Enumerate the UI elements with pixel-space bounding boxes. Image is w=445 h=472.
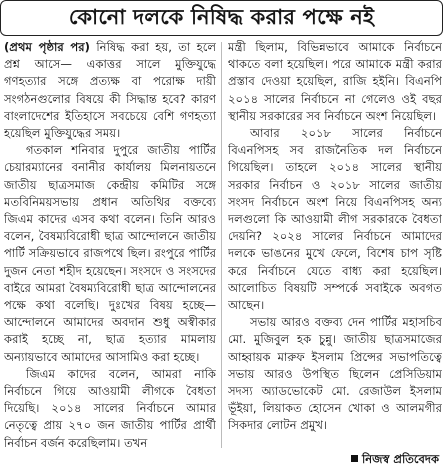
right-column <box>228 39 442 467</box>
paragraph-6: সভায় আরও বক্তব্য দেন পার্টির মহাসচিব মো. মুজিবুল হক চুন্নু। জাতীয় ছাত্রসমাজের আহ্বায়ক মারুফ ইসলাম প্রিন্সের সভাপতিত্বে সভায় আরও উপস্থিত ছিলেন প্রেসিডিয়াম সদস্য অ্যাডভোকেট মো. রেজাউল ইসলাম ভূঁইয়া, লিয়াকত হোসেন খোকা ও আলমগীর সিকদার লোটন প্রমুখ। <box>228 315 442 433</box>
paragraph-4: মন্ত্রী ছিলাম, বিভিন্নভাবে আমাকে নির্বাচনে থাকতে বলা হয়েছিল। পরে আমাকে মন্ত্রী করার প্রস্তাব দেওয়া হয়েছিল, রাজি হইনি। বিএনপি ২০১৪ সালের নির্বাচনে না গেলেও ওই বছর স্থানীয় সরকারের সব নির্বাচনে অংশ নিয়েছিল। <box>228 40 442 123</box>
headline: কোনো দলকে নিষিদ্ধ করার পক্ষে নই <box>68 3 375 29</box>
left-column <box>4 39 216 467</box>
paragraph-1-text: নিষিদ্ধ করা হয়, তা হলে প্রশ্ন আসে— একাত্তর সালে মুক্তিযুদ্ধে গণহত্যার সঙ্গে প্রত্যক্ষ বা পরোক্ষ দায়ী সংগঠনগুলোর বিষয়ে কী সিদ্ধান্ত হবে? কারণ বাংলাদেশের ইতিহাসে সবচেয়ে বেশি গণহত্যা হয়েছিল মুক্তিযুদ্ধের সময়। <box>4 40 216 141</box>
continued-tag: (প্রথম পৃষ্ঠার পর) <box>4 40 90 54</box>
paragraph-3: জিএম কাদের বলেন, আমরা নাকি নির্বাচনে গিয়ে আওয়ামী লীগকে বৈধতা দিয়েছি। ২০১৪ সালের নির্বাচনে আমার নেতৃত্বে প্রায় ২৭০ জন জাতীয় পার্টির প্রার্থী নির্বাচন বর্জন করেছিলাম। তখন <box>4 366 216 450</box>
column-divider <box>221 42 222 448</box>
byline-text: নিজস্ব প্রতিবেদক <box>361 452 439 466</box>
headline-box <box>0 0 443 36</box>
paragraph-5: আবার ২০১৮ সালের নির্বাচনে বিএনপিসহ সব রাজনৈতিক দল নির্বাচনে গিয়েছিল। তাহলে ২০১৪ সালের স্থানীয় সরকার নির্বাচন ও ২০১৮ সালের জাতীয় সংসদ নির্বাচনে অংশ নিয়ে বিএনপিসহ অন্য দলগুলো কি আওয়ামী লীগ সরকারকে বৈধতা দেয়নি? ২০২৪ সালের নির্বাচনে আমাদের দলকে ভাঙনের মুখে ফেলে, বিশেষ চাপ সৃষ্টি করে নির্বাচনে যেতে বাধ্য করা হয়েছিল। আলোচিত বিষয়টি সম্পর্কে সবাইকে অবগত আছেন। <box>228 126 442 313</box>
byline <box>351 451 439 470</box>
paragraph-1 <box>4 39 216 142</box>
square-bullet-icon <box>351 455 358 462</box>
paragraph-2: গতকাল শনিবার দুপুরে জাতীয় পার্টির চেয়ারম্যানের বনানীর কার্যালয় মিলনায়তনে জাতীয় ছাত্রসমাজ কেন্দ্রীয় কমিটির সঙ্গে মতবিনিময়সভায় প্রধান অতিথির বক্তব্যে জিএম কাদের এসব কথা বলেন। তিনি আরও বলেন, বৈষম্যবিরোধী ছাত্র আন্দোলনে জাতীয় পার্টি সক্রিয়ভাবে রাজপথে ছিল। রংপুরে পার্টির দুজন নেতা শহীদ হয়েছেন। সংসদে ও সংসদের বাইরে আমরা বৈষম্যবিরোধী ছাত্র আন্দোলনের পক্ষে কথা বলেছি। দুঃখের বিষয় হচ্ছে— আন্দোলনে আমাদের অবদান শুধু অস্বীকার করাই হচ্ছে না, ছাত্র হত্যার মামলায় অন্যায়ভাবে আমাদের আসামিও করা হচ্ছে। <box>4 143 216 364</box>
